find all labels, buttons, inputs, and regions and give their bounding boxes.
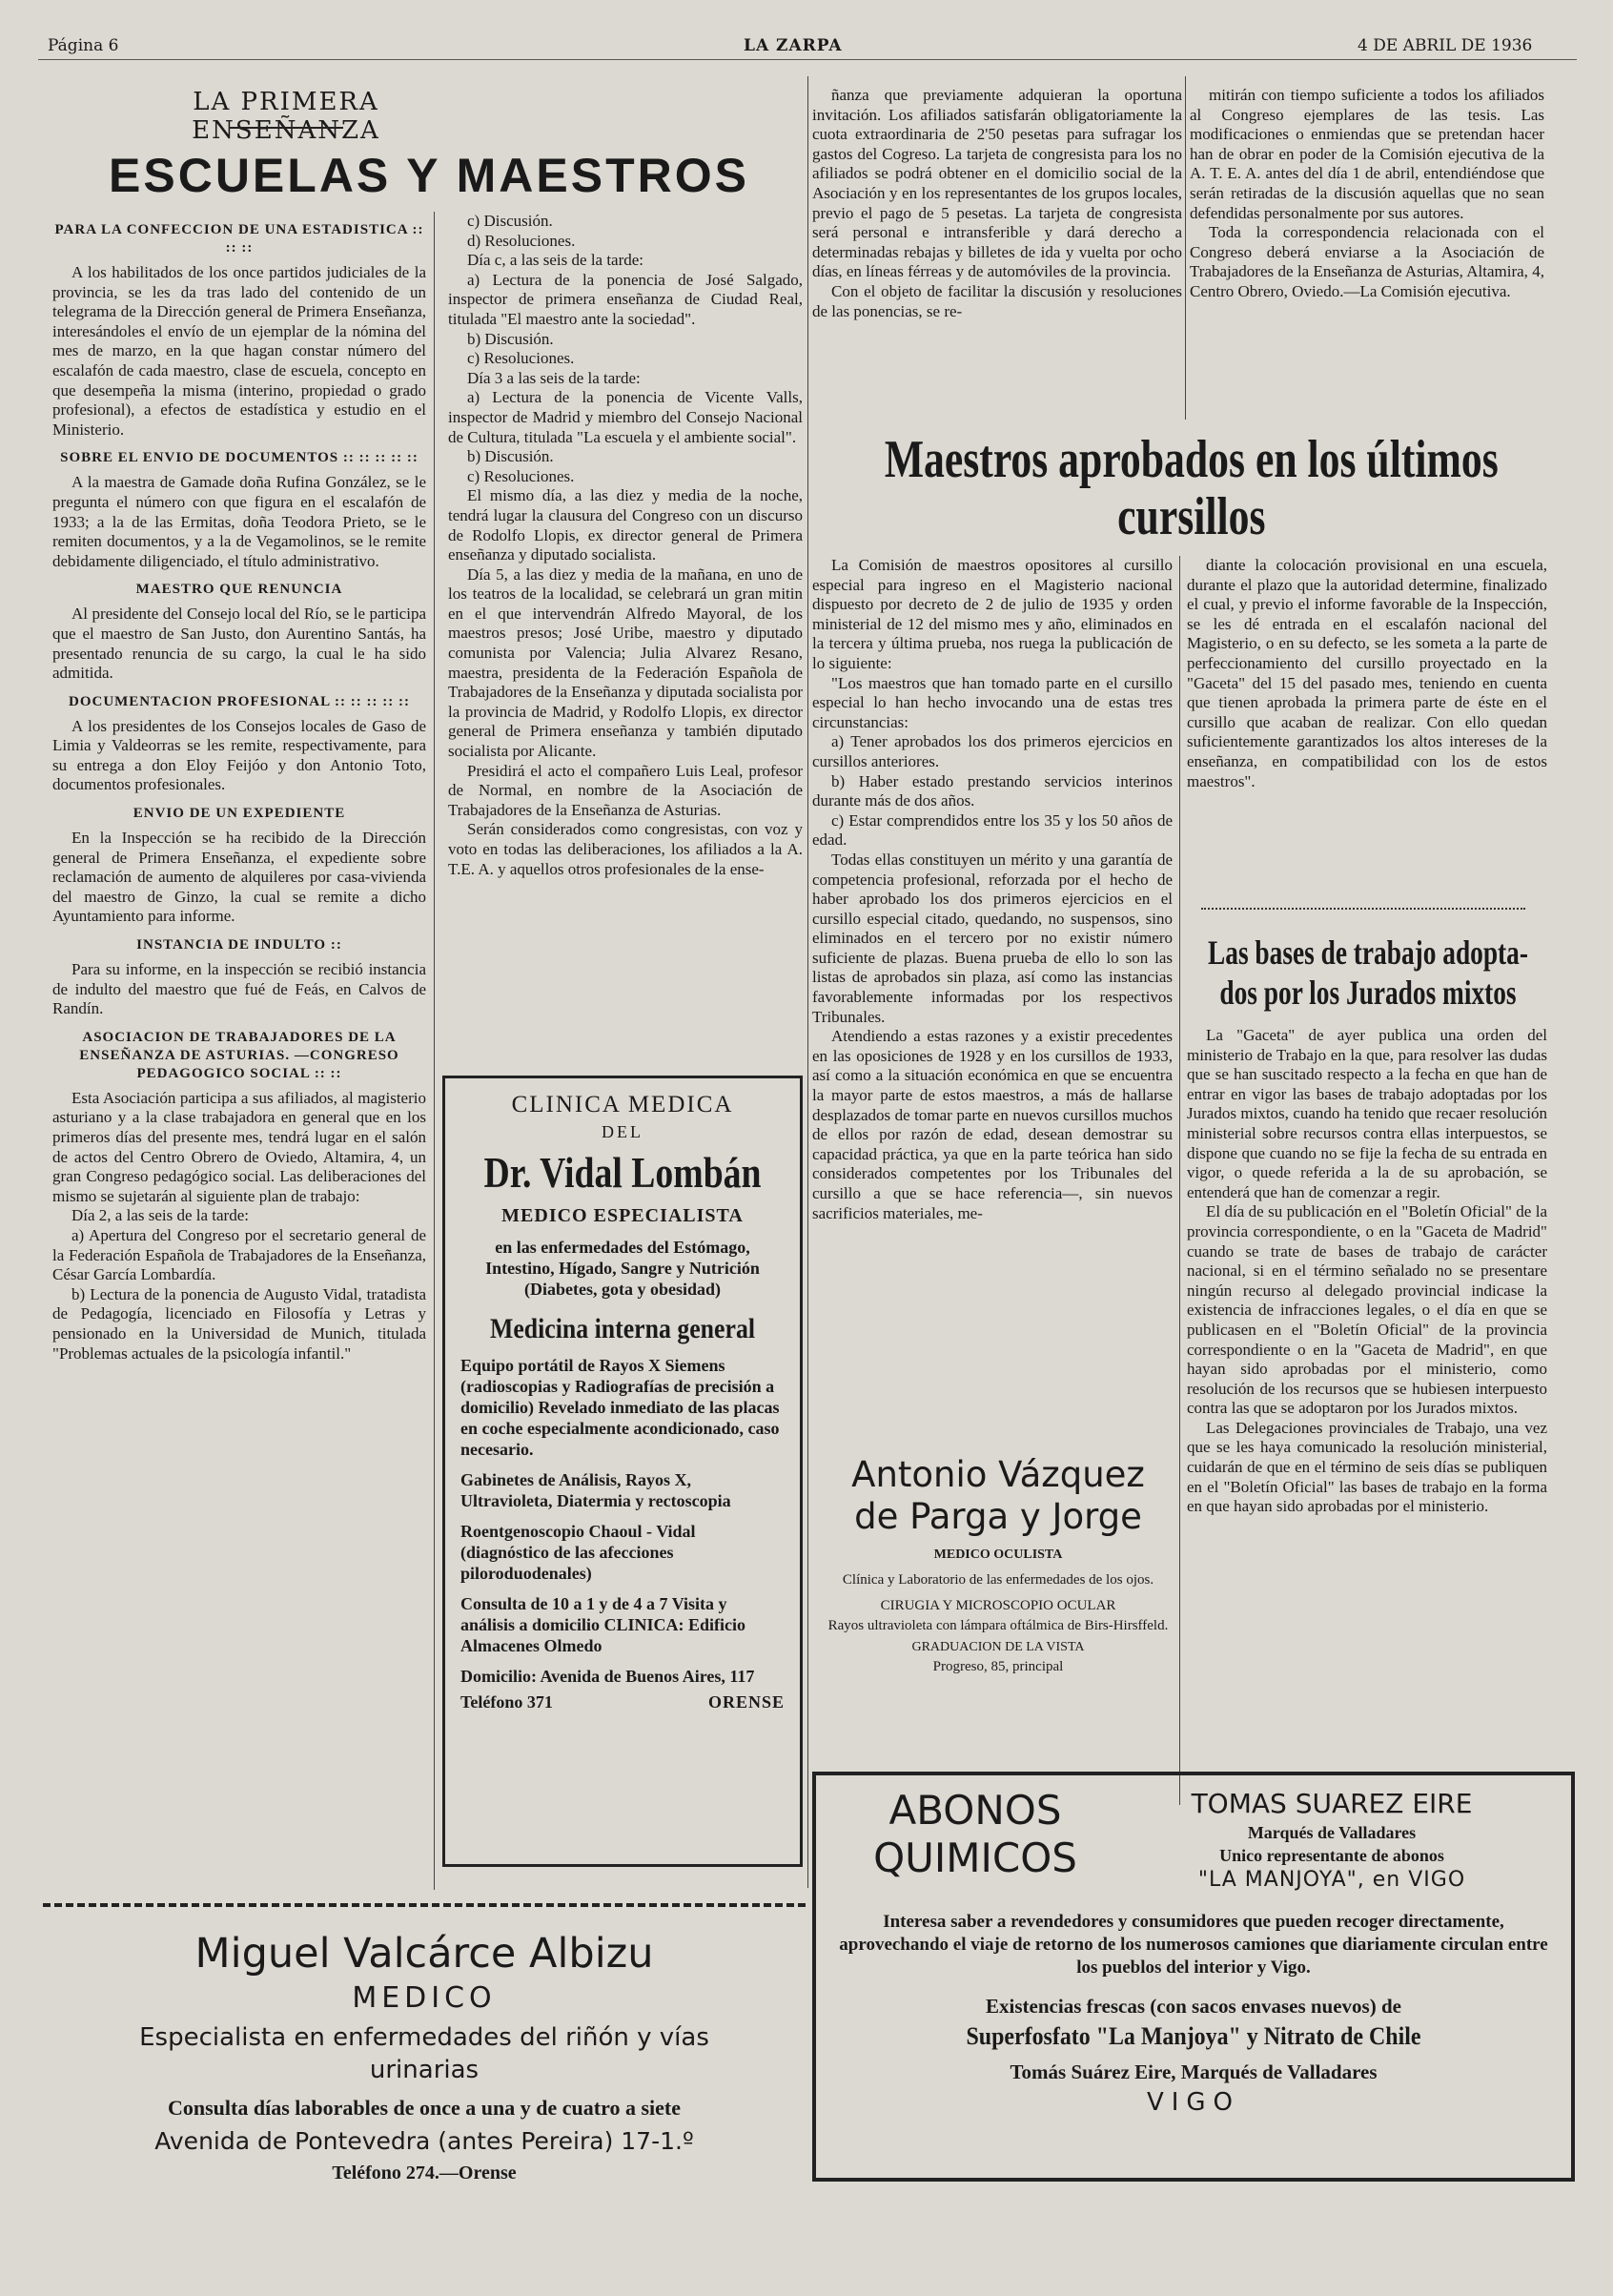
page-number: Página 6 xyxy=(48,36,119,55)
paragraph: d) Resoluciones. xyxy=(467,231,576,250)
column-4 xyxy=(1190,86,1544,302)
oculist-name-2: de Parga y Jorge xyxy=(854,1496,1142,1537)
valcarce-medico: MEDICO xyxy=(352,1981,497,2015)
domicilio: Domicilio: Avenida de Buenos Aires, 117 xyxy=(460,1667,755,1686)
subhead-expediente: ENVIO DE UN EXPEDIENTE xyxy=(133,806,346,822)
paragraph: Esta Asociación participa a sus afiliados, al magisterio asturiano y a la clase trabajadora en general que en los primeros días del presente mes, tendrá lugar en el salón de actos del Centro Obrero de Oviedo, Altamira, 4, un gran Congreso pedagógico social. Las deliberaciones del mismo se sujetarán al siguiente plan de trabajo: xyxy=(52,1088,426,1205)
maestros-column-a xyxy=(812,556,1173,1223)
paragraph: A los habilitados de los once partidos judiciales de la provincia, se les da tras lado del contenido de un telegrama de la Dirección general de Primera Enseñanza, interesándoles el envío de un ejemplar de la nómina del mes de marzo, en la que hagan constar número del escalafón de cada maestro, clase de escuela, concepto en que desempeña la misma (interino, propiedad o grado profesional), a efectos de estadística y estudio en el Ministerio. xyxy=(52,263,426,439)
abonos-quimicos-ad xyxy=(812,1772,1575,2182)
paragraph: A la maestra de Gamade doña Rufina González, se le pregunta el número con que figura en el escalafón de 1933; a la de las Ermitas, doña Teodora Prieto, se le remiten documentos, y a la de Vegamolinos, se le remite debidamente diligenciado, el título administrativo. xyxy=(52,473,426,570)
paragraph: b) Discusión. xyxy=(467,447,554,466)
clinica-city: ORENSE xyxy=(707,1692,785,1712)
abonos-city: VIGO xyxy=(1146,2088,1241,2117)
abonos-seller xyxy=(1113,1787,1550,1894)
medicina-interna: Medicina interna general xyxy=(489,1313,756,1344)
paragraph: Atendiendo a estas razones y a existir precedentes en las oposiciones de 1928 y en los cursillos de 1933, así como a la situación económica en que se encuentra la mayor parte de estos maestros, a más de hallarse desplazados de tomar parte en nuevos cursillos muchos de ellos por razón de edad, desean demostrar su capacidad práctica, ya que en la parte teórica han sido considerados competentes por los Tribunales del cursillo a que se hace referencia—, sin nuevos sacrificios materiales, me- xyxy=(812,1027,1173,1222)
paragraph: "Los maestros que han tomado parte en el cursillo especial lo han hecho invocando una de estas tres circunstancias: xyxy=(812,673,1173,731)
paragraph: La "Gaceta" de ayer publica una orden del ministerio de Trabajo en la que, para resolver las dudas que se han suscitado respecto a la fecha en que han de entrar en vigor las bases de trabajo adoptadas por los Jurados mixtos, cuando ha tenido que recaer resolución ministerial sobre recursos contra ellas interpuestos, se dispone que cuando no se fije la fecha de su entrada en vigor, o quede referida a la de su aprobación, se entenderá que han de comenzar a regir. xyxy=(1187,1026,1547,1201)
paragraph: mitirán con tiempo suficiente a todos los afiliados al Congreso ejemplares de las tesis. Las modificaciones o enmiendas que se pretendan hacer han de obrar en poder de la Comisión ejecutiva de la A. T. E. A. antes del día 1 de abril, entendiéndose que serán retiradas de la discusión aquellas que no sean defendidas personalmente por sus autores. xyxy=(1190,86,1544,222)
issue-date: 4 DE ABRIL DE 1936 xyxy=(1358,36,1533,55)
paragraph: Día 2, a las seis de la tarde: xyxy=(71,1206,249,1225)
seller-address: Marqués de Valladares xyxy=(1247,1823,1417,1842)
section-title: LA PRIMERA ENSEÑANZA xyxy=(192,88,380,145)
paragraph: Todas ellas constituyen un mérito y una garantía de competencia profesional, reforzada por el hecho de haber aprobado los dos primeros ejercicios en el cursillo especial citado, quedando, no suspensos, sino eliminados en el tercero por no existir número suficiente de plazas. Buena prueba de ello lo son las listas de aprobados sin plaza, así como las instancias favorablemente informadas por los respectivos Tribunales. xyxy=(812,850,1173,1026)
paragraph: c) Discusión. xyxy=(467,212,553,230)
headline-line: Las bases de trabajo adopta- xyxy=(1208,933,1528,972)
section-rule xyxy=(1201,908,1525,910)
abonos-contact: Tomás Suárez Eire, Marqués de Valladares xyxy=(1010,2060,1378,2083)
paragraph: c) Resoluciones. xyxy=(467,466,575,485)
equipment: Equipo portátil de Rayos X Siemens (radioscopias y Radiografías de precisión a domicilio) Revelado inmediato de las placas en coche especialmente acondicionado, caso necesario. xyxy=(460,1356,780,1459)
paragraph: b) Haber estado prestando servicios interinos durante más de dos años. xyxy=(812,771,1173,810)
oculist-address: Progreso, 85, principal xyxy=(932,1659,1064,1674)
ad-del: DEL xyxy=(602,1122,643,1141)
paragraph: En la Inspección se ha recibido de la Dirección general de Primera Enseñanza, el expediente sobre reclamación de aumento de alquileres por casa-vivienda del maestro de Ginzo, la cual se remite a dicho Ayuntamiento para informe. xyxy=(52,829,426,926)
abonos-products: Superfosfato "La Manjoya" y Nitrato de Chile xyxy=(966,2022,1421,2050)
subhead-documentacion: DOCUMENTACION PROFESIONAL :: :: :: :: :: xyxy=(68,693,411,709)
paragraph: b) Lectura de la ponencia de Augusto Vidal, tratadista de Pedagogía, licenciado en Filosofía y Letras y pensionado en la Universidad de Munich, titulada "Problemas actuales de la psicología infantil." xyxy=(52,1284,426,1363)
roentgenoscopio: Roentgenoscopio Chaoul - Vidal (diagnóstico de las afecciones piloroduodenales) xyxy=(460,1522,696,1583)
maestros-column-b xyxy=(1187,556,1547,791)
main-headline: ESCUELAS Y MAESTROS xyxy=(109,149,749,202)
newspaper-name: LA ZARPA xyxy=(744,36,843,55)
bases-article xyxy=(1187,1026,1547,1517)
seller-name: TOMAS SUAREZ EIRE xyxy=(1191,1788,1473,1819)
paragraph: a) Tener aprobados los dos primeros ejercicios en cursillos anteriores. xyxy=(812,732,1173,770)
paragraph: diante la colocación provisional en una escuela, durante el plazo que la autoridad determine, finalizado el cual, y previo el informe favorable de la Inspección, se les dé entrada en el escalafón nacional del Magisterio, o en su defecto, se les someta a la parte de perfeccionamiento del cursillo proyectado en la "Gaceta" del 15 del pasado mes, teniendo en cuenta que tienen aprobada la primera parte de éste en el cursillo que acaban de realizar. Con ello quedan suficientemente garantizados los altos intereses de la enseñanza, en compatibilidad con los de estos maestros". xyxy=(1187,556,1547,790)
diseases: en las enfermedades del Estómago, Intestino, Hígado, Sangre y Nutrición (Diabetes, gota y obesidad) xyxy=(485,1238,760,1299)
column-3 xyxy=(812,86,1182,321)
paragraph: Día 5, a las diez y media de la mañana, en uno de los teatros de la localidad, se celebrará un gran mitin en el que intervendrán Alfredo Mayoral, de los maestros presos; José Uribe, maestro y diputado comunista por Valencia; Julia Alvarez Resano, maestra, presidenta de la Federación Española de Trabajadores de la Enseñanza y diputada socialista por la provincia de Madrid, y Rodolfo Llopis, ex director general de Primera enseñanza y también diputado socialista por Alicante. xyxy=(448,564,803,761)
seller-brand: "LA MANJOYA", en VIGO xyxy=(1197,1868,1466,1892)
gabinetes: Gabinetes de Análisis, Rayos X, Ultravioleta, Diatermia y rectoscopia xyxy=(460,1470,731,1510)
abonos-body: Interesa saber a revendedores y consumidores que pueden recoger directamente, aprovechando el viaje de retorno de los numerosos camiones que diariamente circulan entre los pueblos del interior y Vigo. xyxy=(839,1912,1548,1978)
paragraph: Presidirá el acto el compañero Luis Leal, profesor de Normal, en nombre de la Asociación de Trabajadores de la Enseñanza de Asturias. xyxy=(448,761,803,819)
title-rule xyxy=(229,127,343,129)
abonos-word: QUIMICOS xyxy=(873,1835,1077,1881)
oculist-name-1: Antonio Vázquez xyxy=(851,1454,1145,1495)
doctor-name: Dr. Vidal Lombán xyxy=(483,1148,762,1197)
headline-line: cursillos xyxy=(1117,487,1266,546)
abonos-title xyxy=(837,1787,1113,1894)
oculist-surgery: CIRUGIA Y MICROSCOPIO OCULAR xyxy=(880,1598,1116,1613)
abonos-word: ABONOS xyxy=(888,1787,1062,1834)
subhead-indulto: INSTANCIA DE INDULTO :: xyxy=(136,937,342,953)
valcarce-specialty: Especialista en enfermedades del riñón y vías urinarias xyxy=(139,2023,709,2084)
paragraph: Al presidente del Consejo local del Río, se le participa que el maestro de San Justo, don Aurentino Santás, ha presentado renuncia de su cargo, la cual le ha sido admitida. xyxy=(52,605,426,683)
paragraph: b) Discusión. xyxy=(467,329,554,348)
clinica-phone: Teléfono 371 xyxy=(460,1692,553,1712)
paragraph: c) Estar comprendidos entre los 35 y los 50 años de edad. xyxy=(812,810,1173,850)
seller-representative: Unico representante de abonos xyxy=(1219,1846,1444,1865)
paragraph: c) Resoluciones. xyxy=(467,349,575,368)
clinica-medica-ad xyxy=(442,1076,803,1867)
paragraph: El día de su publicación en el "Boletín Oficial" de la provincia correspondiente, o en la "Gaceta de Madrid" cuando se trate de bases de trabajo de carácter nacional, si en el término señalado no se presentare ningún recurso al delegado provincial indicase la existencia de infracciones legales, o el día en que se publicasen en el "Boletín Oficial" de la provincia correspondiente o en la "Gaceta de Madrid", en que hayan sido aprobadas por el ministerio, como resolución de los recursos que se hubiesen interpuesto contra las que se adoptaron por los Jurados mixtos. xyxy=(1187,1202,1547,1418)
valcarce-consulta: Consulta días laborables de once a una y de cuatro a siete xyxy=(167,2096,681,2120)
column-2 xyxy=(448,212,803,879)
headline-line: dos por los Jurados mixtos xyxy=(1219,974,1517,1012)
paragraph: Día c, a las seis de la tarde: xyxy=(467,251,644,270)
headline-line: Maestros aprobados en los últimos xyxy=(884,430,1499,489)
paragraph: Con el objeto de facilitar la discusión y resoluciones de las ponencias, se re- xyxy=(812,281,1182,320)
abonos-stock: Existencias frescas (con sacos envases nuevos) de xyxy=(986,1995,1401,2018)
paragraph: La Comisión de maestros opositores al cursillo especial para ingreso en el Magisterio nacional dispuesto por decreto de 2 de julio de 1935 y orden ministerial de 12 del mismo mes y año, eliminados en la tercera y última prueba, nos ruega la publicación de lo siguiente: xyxy=(812,556,1173,672)
header-rule xyxy=(38,59,1577,60)
clinica-footer xyxy=(460,1692,785,1712)
oculist-graduation: GRADUACION DE LA VISTA xyxy=(911,1640,1085,1654)
ad-title: CLINICA MEDICA xyxy=(511,1092,734,1117)
column-1 xyxy=(52,212,426,1363)
bases-headline xyxy=(1187,933,1549,1013)
paragraph: Serán considerados como congresistas, con voz y voto en todas las deliberaciones, los afiliados a la A. T.E. A. y aquellos otros profesionales de la ense- xyxy=(448,820,803,878)
column-divider xyxy=(807,76,808,1888)
ad-border-top xyxy=(43,1903,806,1907)
vazquez-ad xyxy=(816,1454,1180,1675)
consulta-hours: Consulta de 10 a 1 y de 4 a 7 Visita y análisis a domicilio CLINICA: Edificio Almacenes Olmedo xyxy=(460,1594,746,1655)
subhead-renuncia: MAESTRO QUE RENUNCIA xyxy=(135,582,343,598)
specialist-label: MEDICO ESPECIALISTA xyxy=(501,1205,744,1226)
valcarce-address: Avenida de Pontevedra (antes Pereira) 17-1.º xyxy=(154,2127,694,2155)
abonos-top xyxy=(837,1787,1550,1894)
paragraph: ñanza que previamente adquieran la oportuna invitación. Los afiliados satisfarán obligatoriamente la cuota extraordinaria de 2'50 pesetas para sufragar los gastos del Cogreso. La tarjeta de congresista para los no afiliados se podrá obtener en el domicilio social de la Asociación y en los representantes de los grupos locales, previo el pago de 5 pesetas. La tarjeta de congresista será personal e intransferible y dará derecho a determinadas rebajas y billetes de ida y vuelta por ocho días, en líneas férreas y de automóviles de la provincia. xyxy=(812,86,1182,281)
oculist-clinic: Clínica y Laboratorio de las enfermedades de los ojos. xyxy=(842,1572,1154,1588)
column-divider xyxy=(434,212,435,1890)
subhead-estadistica: PARA LA CONFECCION DE UNA ESTADISTICA :: :: :: xyxy=(54,222,424,256)
valcarce-phone: Teléfono 274.—Orense xyxy=(332,2163,517,2183)
paragraph: El mismo día, a las diez y media de la noche, tendrá lugar la clausura del Congreso con un discurso de Rodolfo Llopis, ex director general de Primera enseñanza y diputado socialista. xyxy=(448,486,803,564)
paragraph: Para su informe, en la inspección se recibió instancia de indulto del maestro que fué de Feás, en Calvos de Randín. xyxy=(52,960,426,1018)
paragraph: Día 3 a las seis de la tarde: xyxy=(467,368,641,387)
paragraph: Las Delegaciones provinciales de Trabajo, una vez que se les haya comunicado la resolución ministerial, cuidarán de que en el término de seis días se publiquen en el "Boletín Oficial" las bases de trabajo en la forma en que hayan sido aprobadas por el ministerio. xyxy=(1187,1418,1547,1516)
paragraph: A los presidentes de los Consejos locales de Gaso de Limia y Valdeorras se les remite, respectivamente, para su entrega a don Eloy Feijóo y don Antonio Toto, documentos profesionales. xyxy=(52,716,426,794)
subhead-documentos: SOBRE EL ENVIO DE DOCUMENTOS :: :: :: :: :: xyxy=(60,450,419,466)
paragraph: a) Lectura de la ponencia de José Salgado, inspector de primera enseñanza de Ciudad Real, titulada "El maestro ante la sociedad". xyxy=(448,270,803,328)
paragraph: Toda la correspondencia relacionada con el Congreso deberá enviarse a la Asociación de Trabajadores de la Enseñanza de Asturias, Altamira, 4, Centro Obrero, Oviedo.—La Comisión ejecutiva. xyxy=(1190,223,1544,300)
oculist-title: MEDICO OCULISTA xyxy=(933,1548,1063,1562)
subhead-asociacion: ASOCIACION DE TRABAJADORES DE LA ENSEÑANZA DE ASTURIAS. —CONGRESO PEDAGOGICO SOCIAL :: :: xyxy=(79,1029,399,1081)
maestros-headline xyxy=(812,431,1571,545)
paragraph: a) Lectura de la ponencia de Vicente Valls, inspector de Madrid y miembro del Consejo Nacional de Cultura, titulada "La escuela y el ambiente social". xyxy=(448,388,803,446)
valcarce-name: Miguel Valcárce Albizu xyxy=(194,1930,654,1978)
valcarce-ad xyxy=(43,1928,806,2187)
paragraph: a) Apertura del Congreso por el secretario general de la Federación Española de Trabajadores de la Enseñanza, César García Lombardía. xyxy=(52,1225,426,1284)
oculist-uv: Rayos ultravioleta con lámpara oftálmica de Birs-Hirsffeld. xyxy=(827,1618,1169,1633)
column-divider xyxy=(1185,76,1186,420)
